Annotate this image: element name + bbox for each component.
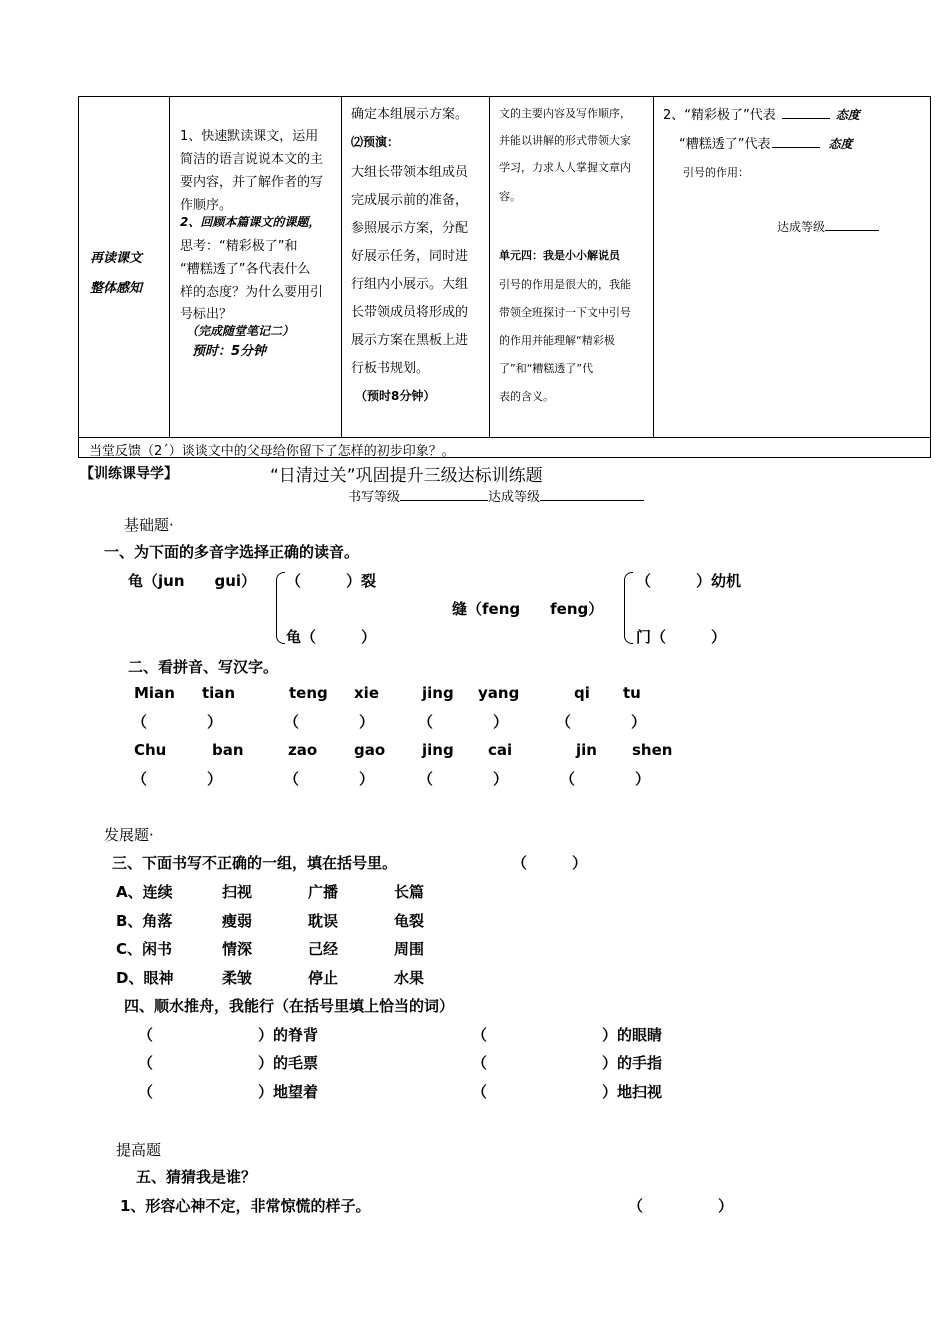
option-cell: 水果 [394,969,425,987]
group-time: （预时8分钟） [355,389,436,403]
answer-paren[interactable]: （ ） [132,713,223,731]
advance-heading: 提高题 [116,1141,162,1159]
grade-label: 达成等级 [777,220,826,234]
basic-heading: 基础题· [124,516,174,534]
result-line-2 [679,133,853,152]
result-line-1 [663,104,860,123]
option-cell: 长篇 [394,883,425,901]
task-line: 要内容，并了解作者的写 [180,175,324,190]
unit-line: 了”和“糟糕透了”代 [499,362,594,375]
fill-right-item: ）地扫视 [602,1083,663,1101]
q1-title: 一、为下面的多音字选择正确的读音。 [104,543,360,561]
grade-line [777,218,879,235]
option-cell: 耽误 [308,912,339,930]
unit-heading: 单元四：我是小小解说员 [499,249,620,262]
answer-blank[interactable] [782,118,830,119]
task-note: （完成随堂笔记二） [186,324,295,338]
study-table [78,96,931,458]
result-label: 2、“精彩极了”代表 [663,108,776,123]
fill-open-paren[interactable]: （ [138,1026,154,1044]
pinyin: shen [632,741,673,759]
q5-title: 五、猜猜我是谁？ [136,1168,257,1186]
option-cell: 停止 [308,969,339,987]
pinyin: zao [288,741,318,759]
grade-row [348,486,644,505]
q1-option-c[interactable]: （ ）幼机 [636,572,742,590]
pinyin: Mian [134,684,175,702]
develop-heading: 发展题· [104,826,154,844]
answer-blank[interactable] [772,147,820,148]
pinyin: jing [422,741,454,759]
unit-line: 学习，力求人人掌握文章内 [499,161,631,174]
task-line: 样的态度？为什么要用引 [180,285,324,300]
fill-right-item: ）的眼睛 [602,1026,663,1044]
q1-option-a[interactable]: （ ）裂 [286,572,377,590]
fill-open-paren[interactable]: （ [472,1054,488,1072]
fill-open-paren[interactable]: （ [472,1083,488,1101]
q3-answer-paren[interactable]: （ ） [512,854,588,872]
group-line: 行组内小展示。大组 [351,277,469,292]
option-cell: 周围 [394,940,425,958]
task-line: 简洁的语言说说本文的主 [180,152,324,167]
fill-left-item: ）的毛票 [258,1054,319,1072]
fill-left-item: ）地望着 [258,1083,319,1101]
fill-open-paren[interactable]: （ [138,1054,154,1072]
write-grade-blank[interactable] [400,500,488,501]
fill-open-paren[interactable]: （ [472,1026,488,1044]
unit-line: 的作用并能理解“精彩极 [499,334,615,347]
task-line: 作顺序。 [180,198,233,213]
pinyin: qi [574,684,590,702]
group-line: 大组长带领本组成员 [351,165,469,180]
result-label: “糟糕透了”代表 [679,137,771,152]
pinyin: Chu [134,741,167,759]
answer-paren[interactable]: （ ） [418,713,509,731]
q1-option-b[interactable]: 龟（ ） [286,628,377,646]
pinyin: gao [354,741,386,759]
group-line: ⑵预演： [351,135,400,149]
section-label: 【训练课导学】 [80,466,178,482]
option-cell: 扫视 [222,883,253,901]
option-cell: 情深 [222,940,253,958]
task-line: 1、快速默读课文，运用 [180,129,319,144]
group-line: 确定本组展示方案。 [351,107,469,122]
task-line: 号标出？ [180,307,233,322]
answer-paren[interactable]: （ ） [418,770,509,788]
pinyin: teng [289,684,328,702]
q4-title: 四、顺水推舟，我能行（在括号里填上恰当的词） [124,997,455,1015]
option-cell: A、连续 [116,883,173,901]
answer-paren[interactable]: （ ） [560,770,651,788]
answer-paren[interactable]: （ ） [132,770,223,788]
group-line: 完成展示前的准备， [351,193,469,208]
task-line: 2、回顾本篇课文的课题， [180,215,321,229]
pinyin: ban [212,741,244,759]
unit-line: 引号的作用是很大的，我能 [499,278,631,291]
result-suffix: 态度 [828,137,853,151]
pinyin: yang [478,684,520,702]
q1-char1: 龟（jun gui） [128,572,257,590]
unit-line: 并能以讲解的形式带领大家 [499,134,631,147]
pinyin: tian [202,684,236,702]
option-cell: 柔皱 [222,969,253,987]
pinyin: xie [354,684,379,702]
brace-left-2 [624,572,633,644]
task-line: “糟糕透了”各代表什么 [180,262,311,277]
option-cell: 己经 [308,940,339,958]
group-line: 长带领成员将形成的 [351,305,469,320]
q1-option-d[interactable]: 门（ ） [636,628,727,646]
answer-paren[interactable]: （ ） [284,770,375,788]
page-title: “日清过关”巩固提升三级达标训练题 [270,466,543,486]
q5-item-1: 1、形容心神不定，非常惊慌的样子。 [120,1197,371,1215]
group-line: 参照展示方案，分配 [351,221,469,236]
option-cell: 龟裂 [394,912,425,930]
reach-grade-label: 达成等级 [488,490,541,505]
q1-char2: 缝（feng feng） [452,600,604,618]
fill-left-item: ）的脊背 [258,1026,319,1044]
result-suffix: 态度 [835,108,860,122]
feedback-row: 当堂反馈（2´）谈谈文中的父母给你留下了怎样的初步印象？。 [89,444,455,459]
fill-right-item: ）的手指 [602,1054,663,1072]
option-cell: B、角落 [116,912,173,930]
option-cell: C、闲书 [116,940,173,958]
group-line: 展示方案在黑板上进 [351,333,469,348]
fill-open-paren[interactable]: （ [138,1083,154,1101]
pinyin: jin [576,741,597,759]
unit-line: 带领全班探讨一下文中引号 [499,306,631,319]
answer-paren[interactable]: （ ） [556,713,647,731]
label-line-2: 整体感知 [90,281,143,296]
answer-paren[interactable]: （ ） [284,713,375,731]
unit-line: 容。 [499,190,521,203]
group-line: 好展示任务，同时进 [351,249,469,264]
q3-title: 三、下面书写不正确的一组，填在括号里。 [112,854,398,872]
task-line: 思考：“精彩极了”和 [180,239,298,254]
task-time: 预时：5分钟 [192,344,267,359]
reach-grade-blank[interactable] [540,500,644,501]
group-line: 行板书规划。 [351,361,430,376]
option-cell: 广播 [308,883,339,901]
q5-answer-paren[interactable]: （ ） [628,1197,734,1215]
result-line-3: 引号的作用： [683,166,749,179]
q2-title: 二、看拼音、写汉字。 [128,658,279,676]
pinyin: cai [488,741,513,759]
write-grade-label: 书写等级 [348,490,401,505]
pinyin: tu [623,684,641,702]
label-line-1: 再读课文 [90,251,143,266]
unit-line: 文的主要内容及写作顺序， [499,107,631,120]
grade-blank[interactable] [825,230,879,231]
brace-left-1 [276,572,285,644]
pinyin: jing [422,684,454,702]
unit-line: 表的含义。 [499,390,554,403]
option-cell: 瘦弱 [222,912,253,930]
option-cell: D、眼神 [116,969,174,987]
